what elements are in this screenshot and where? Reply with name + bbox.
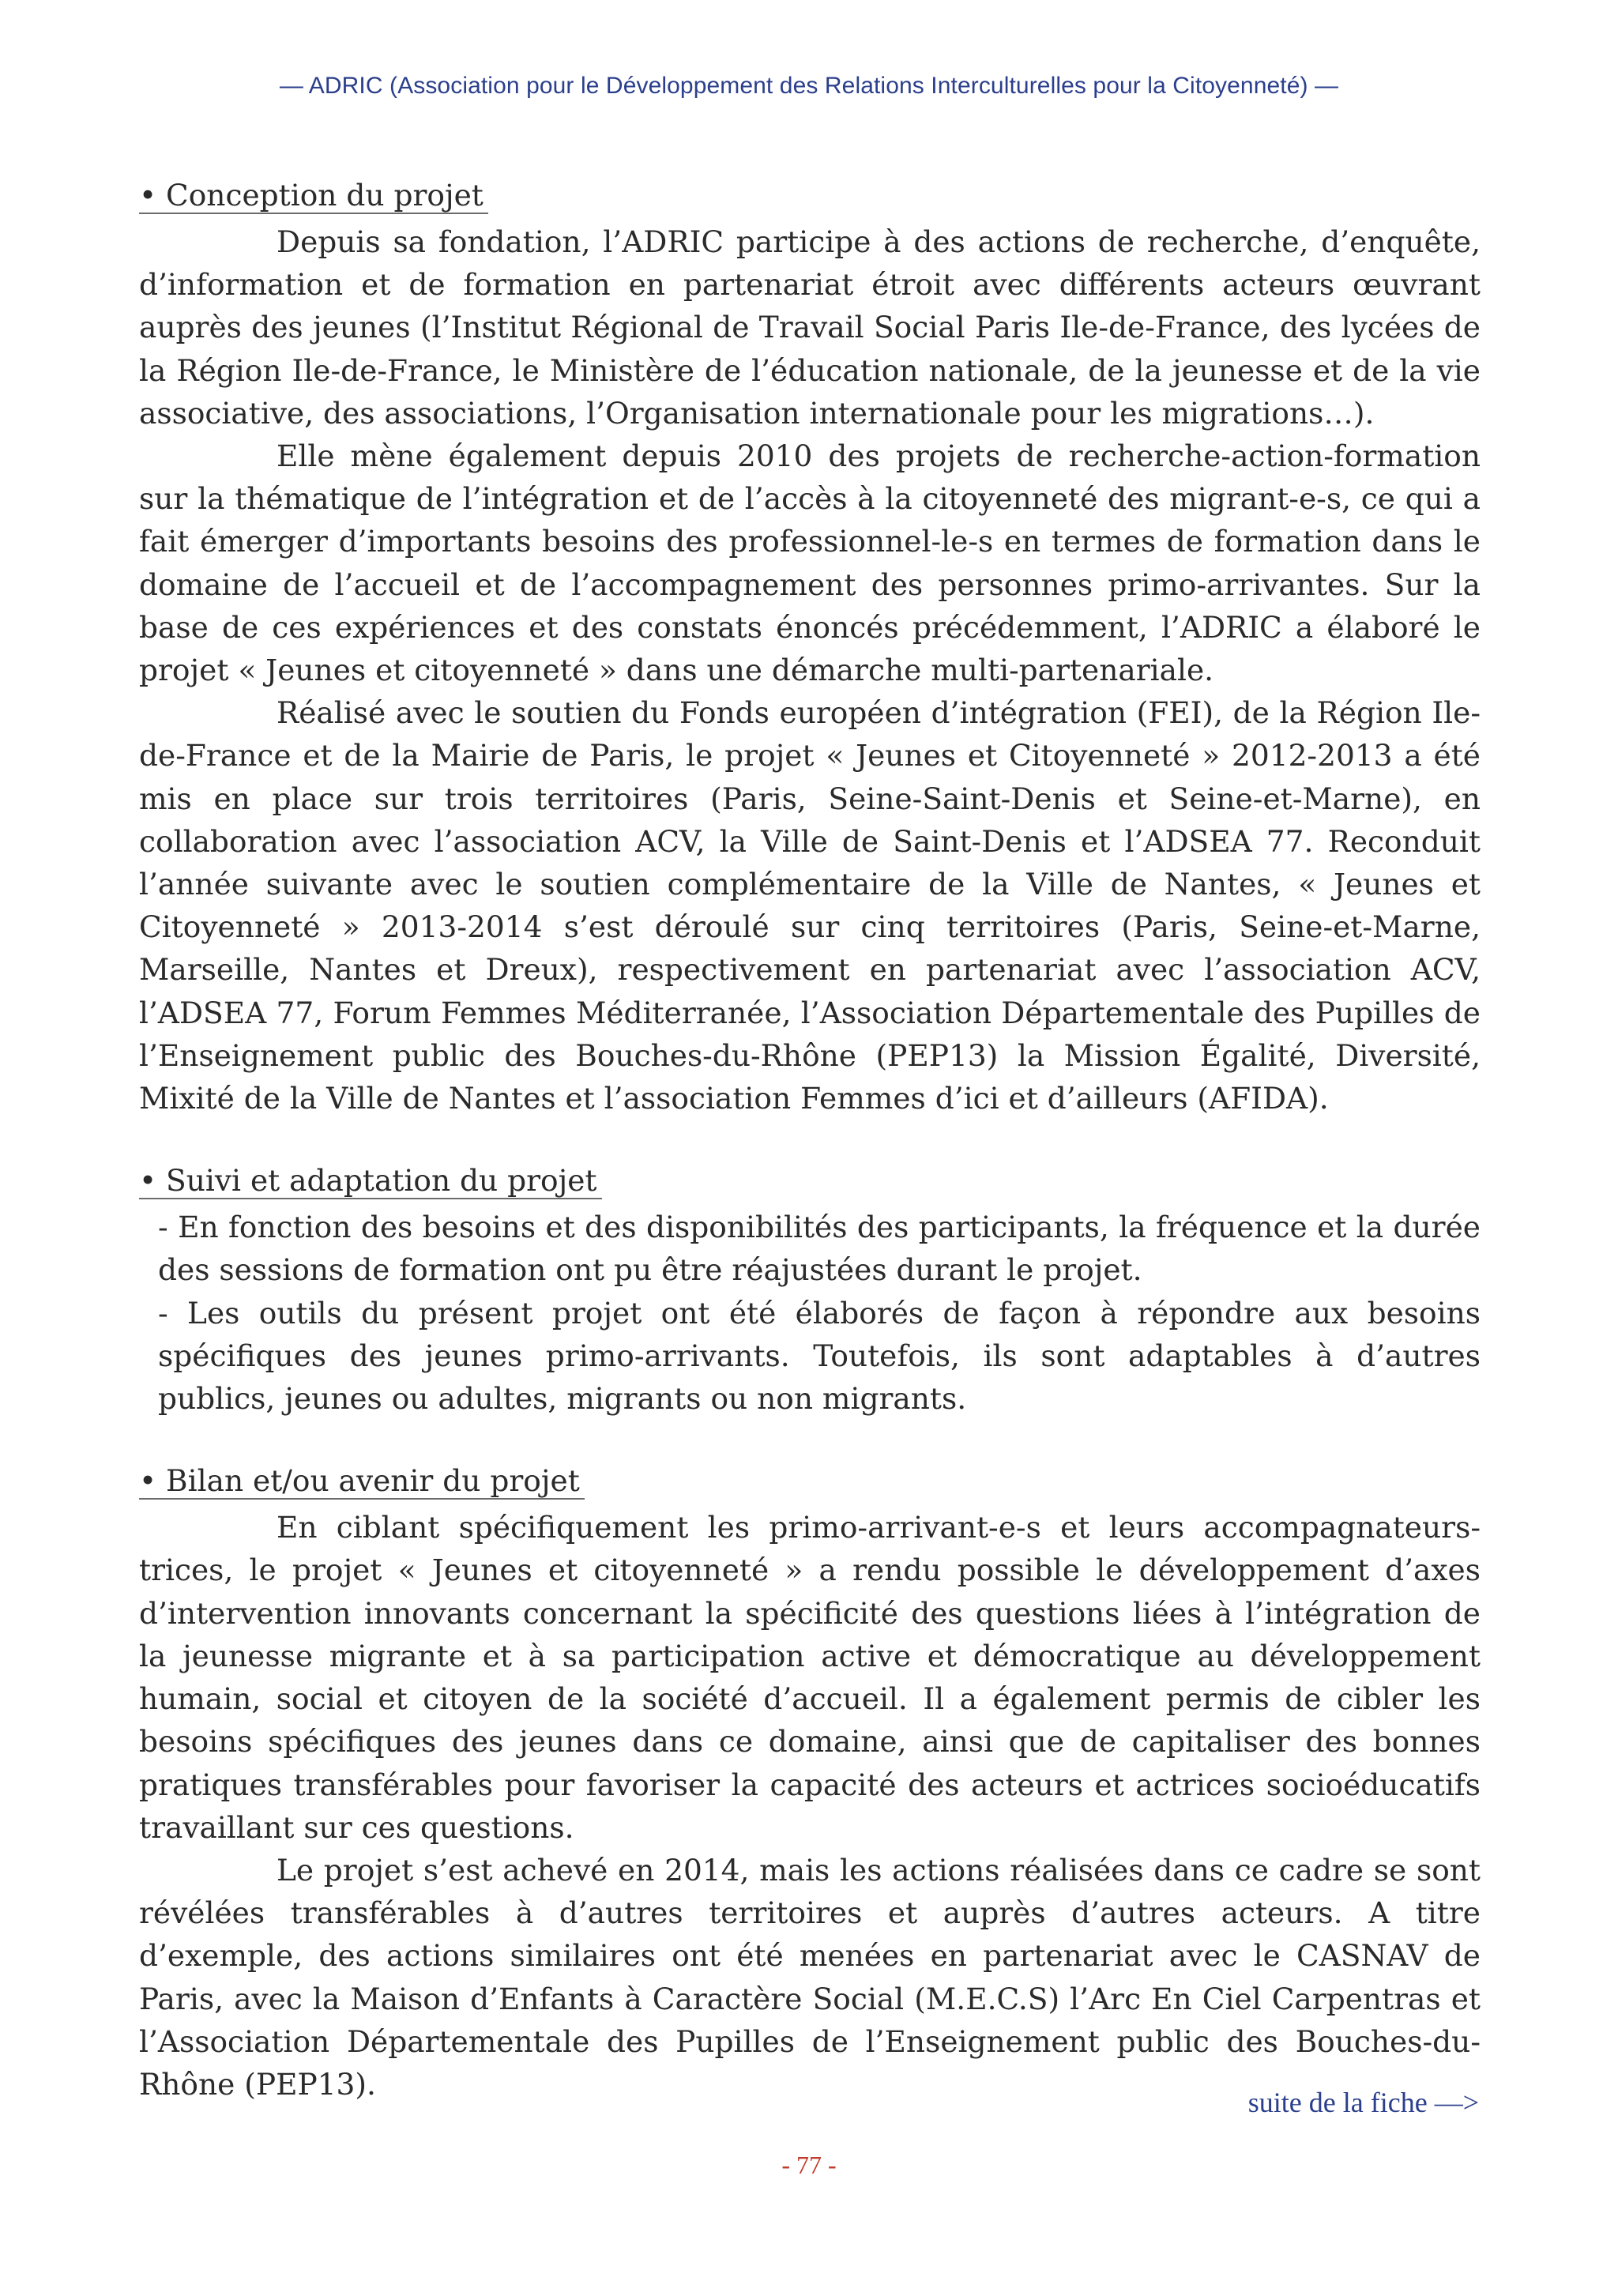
paragraph: Le projet s’est achevé en 2014, mais les actions réalisées dans ce cadre se sont révélées transférables à d’autres territoires et auprès d’autres acteurs. A titre d’exemple, des actions similaires ont été menées en partenariat avec le CASNAV de Paris, avec la Maison d’Enfants à Caractère Social (M.E.C.S) l’Arc En Ciel Carpentras et l’Association Départementale des Pupilles de l’Enseignement public des Bouches-du-Rhône (PEP13). [139, 1852, 1481, 2102]
section-title-bilan: • Bilan et/ou avenir du projet [139, 1463, 585, 1500]
paragraph: Depuis sa fondation, l’ADRIC participe à des actions de recherche, d’enquête, d’information et de formation en partenariat étroit avec différents acteurs œuvrant auprès des jeunes (l’Institut Régional de Travail Social Paris Ile-de-France, des lycées de la Région Ile-de-France, le Ministère de l’éducation nationale, de la jeunesse et de la vie associative, des associations, l’Organisation internationale pour les migrations…). [139, 224, 1481, 431]
section-title-suivi: • Suivi et adaptation du projet [139, 1163, 602, 1199]
list-item: - Les outils du présent projet ont été élaborés de façon à répondre aux besoins spécifiques des jeunes primo-arrivants. Toutefois, ils sont adaptables à d’autres publics, jeunes ou adultes, migrants ou non migrants. [158, 1295, 1481, 1417]
section-title-conception: • Conception du projet [139, 178, 488, 214]
paragraph: Elle mène également depuis 2010 des projets de recherche-action-formation sur la thématique de l’intégration et de l’accès à la citoyenneté des migrant-e-s, ce qui a fait émerger d’importants besoins des professionnel-le-s en termes de formation dans le domaine de l’accueil et de l’accompagnement des personnes primo-arrivantes. Sur la base de ces expériences et des constats énoncés précédemment, l’ADRIC a élaboré le projet « Jeunes et citoyenneté » dans une démarche multi-partenariale. [139, 438, 1481, 688]
section-spacer [139, 1120, 1481, 1159]
page-number: - 77 - [781, 2151, 837, 2179]
section-spacer [139, 1420, 1481, 1459]
page-header: — ADRIC (Association pour le Développement des Relations Interculturelles pour la Citoyenneté) — [279, 73, 1339, 99]
paragraph: Réalisé avec le soutien du Fonds européen d’intégration (FEI), de la Région Ile-de-France et de la Mairie de Paris, le projet « Jeunes et Citoyenneté » 2012-2013 a été mis en place sur trois territoires (Paris, Seine-Saint-Denis et Seine-et-Marne), en collaboration avec l’association ACV, la Ville de Saint-Denis et l’ADSEA 77. Reconduit l’année suivante avec le soutien complémentaire de la Ville de Nantes, « Jeunes et Citoyenneté » 2013-2014 s’est déroulé sur cinq territoires (Paris, Seine-et-Marne, Marseille, Nantes et Dreux), respectivement en partenariat avec l’association ACV, l’ADSEA 77, Forum Femmes Méditerranée, l’Association Départementale des Pupilles de l’Enseignement public des Bouches-du-Rhône (PEP13) la Mission Égalité, Diversité, Mixité de la Ville de Nantes et l’association Femmes d’ici et d’ailleurs (AFIDA). [139, 695, 1481, 1116]
list-item: - En fonction des besoins et des disponibilités des participants, la fréquence et la durée des sessions de formation ont pu être réajustées durant le projet. [158, 1210, 1481, 1288]
paragraph: En ciblant spécifiquement les primo-arrivant-e-s et leurs accompagnateurs-trices, le projet « Jeunes et citoyenneté » a rendu possible le développement d’axes d’intervention innovants concernant la spécificité des questions liées à l’intégration de la jeunesse migrante et à sa participation active et démocratique au développement humain, social et citoyen de la société d’accueil. Il a également permis de cibler les besoins spécifiques des jeunes dans ce domaine, ainsi que de capitaliser des bonnes pratiques transférables pour favoriser la capacité des acteurs et actrices socioéducatifs travaillant sur ces questions. [139, 1510, 1481, 1845]
next-page-link[interactable]: suite de la fiche —> [1247, 2087, 1479, 2118]
main-content [139, 174, 1481, 2106]
